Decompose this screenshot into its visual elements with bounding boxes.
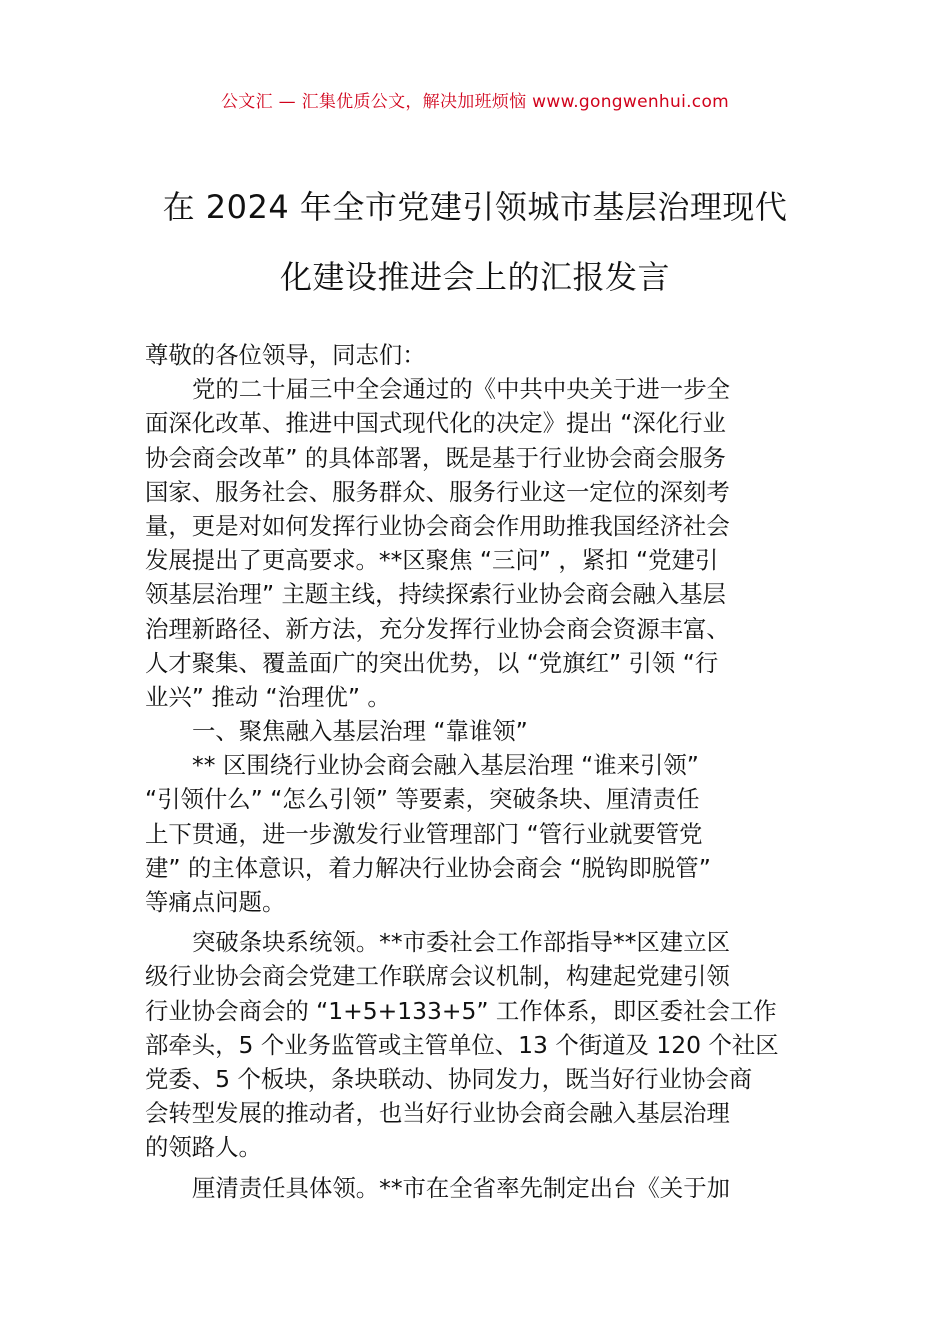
paragraph-line: 上下贯通，进一步激发行业管理部门 “管行业就要管党 — [145, 819, 703, 848]
paragraph-line: 人才聚集、覆盖面广的突出优势，以 “党旗红” 引领 “行 — [145, 648, 719, 677]
title-line: 化建设推进会上的汇报发言 — [279, 258, 670, 296]
paragraph-line: 领基层治理” 主题主线，持续探索行业协会商会融入基层 — [145, 580, 726, 609]
paragraph-line: 等痛点问题。 — [145, 888, 286, 916]
paragraph-line: 国家、服务社会、服务群众、服务行业这一定位的深刻考 — [145, 477, 730, 506]
section-heading: 一、聚焦融入基层治理 “靠谁领” — [192, 717, 528, 746]
salutation: 尊敬的各位领导，同志们： — [145, 341, 426, 369]
paragraph-line: 部牵头，5 个业务监管或主管单位、13 个街道及 120 个社区 — [145, 1030, 779, 1059]
paragraph-line: 级行业协会商会党建工作联席会议机制，构建起党建引领 — [145, 962, 730, 991]
paragraph-line: 发展提出了更高要求。**区聚焦 “三问” ，紧扣 “党建引 — [145, 546, 719, 575]
paragraph-line: “引领什么” “怎么引领” 等要素，突破条块、厘清责任 — [145, 785, 700, 814]
paragraph-line: 突破条块系统领。**市委社会工作部指导**区建立区 — [192, 928, 730, 957]
paragraph-line: 党委、5 个板块，条块联动、协同发力，既当好行业协会商 — [145, 1064, 753, 1093]
paragraph-line: 党的二十届三中全会通过的《中共中央关于进一步全 — [192, 375, 730, 404]
document-title — [140, 172, 810, 312]
paragraph-line: 协会商会改革” 的具体部署，既是基于行业协会商会服务 — [145, 443, 726, 472]
paragraph-line: 业兴” 推动 “治理优” 。 — [145, 682, 391, 711]
paragraph-line: 的领路人。 — [145, 1133, 262, 1162]
paragraph-line: 建” 的主体意识，着力解决行业协会商会 “脱钩即脱管” — [145, 853, 711, 882]
document-body — [145, 338, 807, 1205]
paragraph-line: 厘清责任具体领。**市在全省率先制定出台《关于加 — [192, 1173, 730, 1202]
header-banner: 公文汇 — 汇集优质公文，解决加班烦恼 www.gongwenhui.com — [220, 92, 730, 112]
paragraph-line: 面深化改革、推进中国式现代化的决定》提出 “深化行业 — [145, 409, 726, 438]
paragraph-line: 治理新路径、新方法，充分发挥行业协会商会资源丰富、 — [145, 614, 730, 643]
paragraph-line: 会转型发展的推动者，也当好行业协会商会融入基层治理 — [145, 1099, 730, 1128]
title-line: 在 2024 年全市党建引领城市基层治理现代 — [162, 188, 788, 226]
paragraph-line: ** 区围绕行业协会商会融入基层治理 “谁来引领” — [192, 751, 699, 780]
paragraph-line: 量，更是对如何发挥行业协会商会作用助推我国经济社会 — [145, 511, 730, 540]
paragraph-line: 行业协会商会的 “1+5+133+5” 工作体系，即区委社会工作 — [145, 996, 777, 1025]
